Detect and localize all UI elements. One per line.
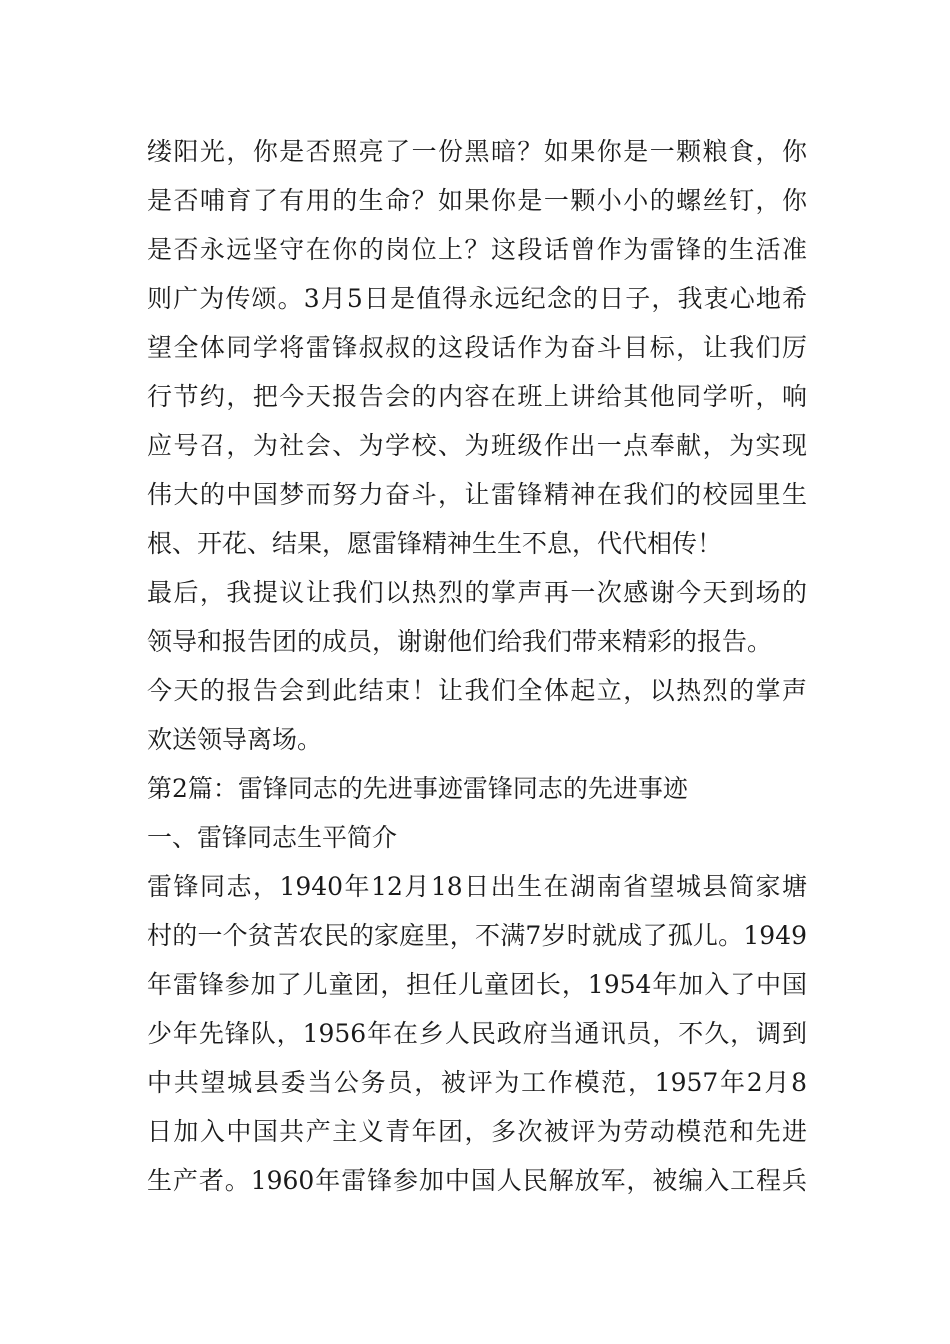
text-line-22: 生产者。1960年雷锋参加中国人民解放军，被编入工程兵 [147,1166,807,1195]
text-line-12: 今天的报告会到此结束！让我们全体起立，以热烈的掌声 [147,676,807,705]
text-line-5: 望全体同学将雷锋叔叔的这段话作为奋斗目标，让我们厉 [147,333,807,362]
text-line-18: 年雷锋参加了儿童团，担任儿童团长，1954年加入了中国 [147,970,807,999]
text-line-11: 领导和报告团的成员，谢谢他们给我们带来精彩的报告。 [147,627,773,656]
text-line-2: 是否哺育了有用的生命？如果你是一颗小小的螺丝钉，你 [147,186,807,215]
text-line-21: 日加入中国共产主义青年团，多次被评为劳动模范和先进 [147,1117,807,1146]
text-line-19: 少年先锋队，1956年在乡人民政府当通讯员，不久，调到 [147,1019,807,1048]
text-line-4: 则广为传颂。3月5日是值得永远纪念的日子，我衷心地希 [147,284,807,313]
text-line-17: 村的一个贫苦农民的家庭里，不满7岁时就成了孤儿。1949 [147,921,807,950]
text-line-10: 最后，我提议让我们以热烈的掌声再一次感谢今天到场的 [147,578,807,607]
text-line-8: 伟大的中国梦而努力奋斗，让雷锋精神在我们的校园里生 [147,480,807,509]
text-line-13: 欢送领导离场。 [147,725,323,754]
text-line-6: 行节约，把今天报告会的内容在班上讲给其他同学听，响 [147,382,807,411]
text-line-7: 应号召，为社会、为学校、为班级作出一点奉献，为实现 [147,431,807,460]
document-body [147,127,807,1205]
text-line-20: 中共望城县委当公务员，被评为工作模范，1957年2月8 [147,1068,807,1097]
text-line-16: 雷锋同志，1940年12月18日出生在湖南省望城县简家塘 [147,872,807,901]
text-line-9: 根、开花、结果，愿雷锋精神生生不息，代代相传！ [147,529,723,558]
subsection-heading: 一、雷锋同志生平简介 [147,823,398,852]
text-line-3: 是否永远坚守在你的岗位上？这段话曾作为雷锋的生活准 [147,235,807,264]
section-heading: 第2篇：雷锋同志的先进事迹雷锋同志的先进事迹 [147,774,688,803]
text-line-1: 缕阳光，你是否照亮了一份黑暗？如果你是一颗粮食，你 [147,137,807,166]
